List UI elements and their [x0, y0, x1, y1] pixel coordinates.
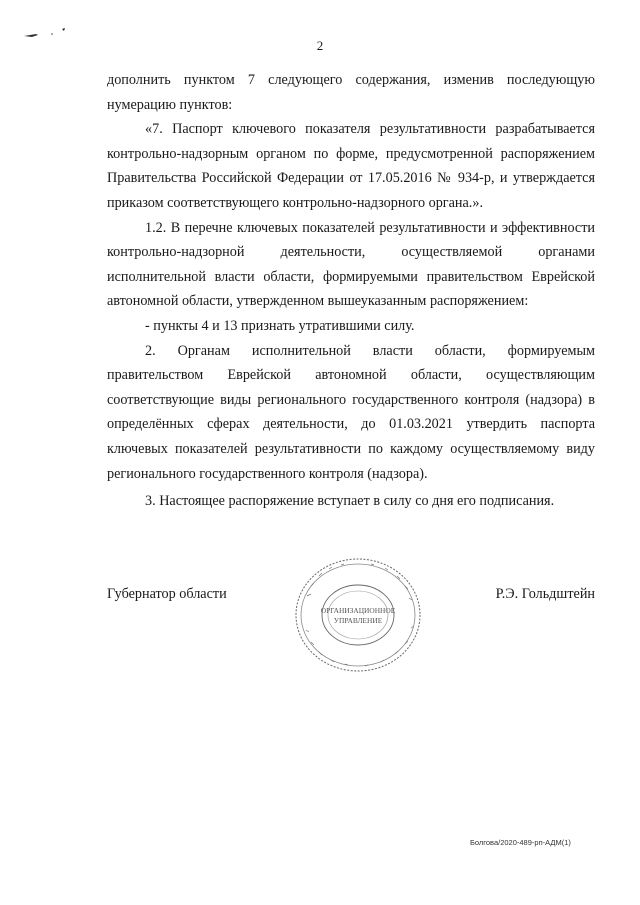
official-seal — [293, 556, 423, 674]
seal-text-line2: УПРАВЛЕНИЕ — [333, 616, 383, 625]
document-code: Болгова/2020-489-рп-АДМ(1) — [470, 838, 571, 847]
signatory-name: Р.Э. Гольдштейн — [495, 586, 595, 602]
page-number: 2 — [316, 38, 324, 53]
paragraph: «7. Паспорт ключевого показателя результативности разрабатывается контрольно-надзорным органом по форме, предусмотренной распоряжением Правительства Российской Федерации от 17.05.2016 № 934-р, и утверждается приказом соответствующего контрольно-надзорного органа.». — [107, 121, 595, 211]
signatory-title: Губернатор области — [107, 586, 227, 602]
paragraph: 2. Органам исполнительной власти области, формируемым правительством Еврейской автономной области, осуществляющим соответствующие виды регионального государственного контроля (надзора) в определённых сферах деятельности, до 01.03.2021 утвердить паспорта ключевых показателей результативности по каждому осуществляемому виду регионального государственного контроля (надзора). — [107, 342, 595, 482]
paragraph: 1.2. В перечне ключевых показателей результативности и эффективности контрольно-надзорной деятельности, осуществляемой органами исполнительной власти области, формируемыми правительством Еврейской автономной области, утвержденном вышеуказанным распоряжением: — [107, 219, 595, 310]
seal-text-line1: ОРГАНИЗАЦИОННОЕ — [320, 606, 396, 615]
paragraph: дополнить пунктом 7 следующего содержания, изменив последующую нумерацию пунктов: — [107, 72, 595, 113]
paragraph: - пункты 4 и 13 признать утратившими силу. — [145, 317, 415, 334]
document-body — [107, 68, 595, 514]
paragraph: 3. Настоящее распоряжение вступает в силу со дня его подписания. — [145, 493, 555, 510]
